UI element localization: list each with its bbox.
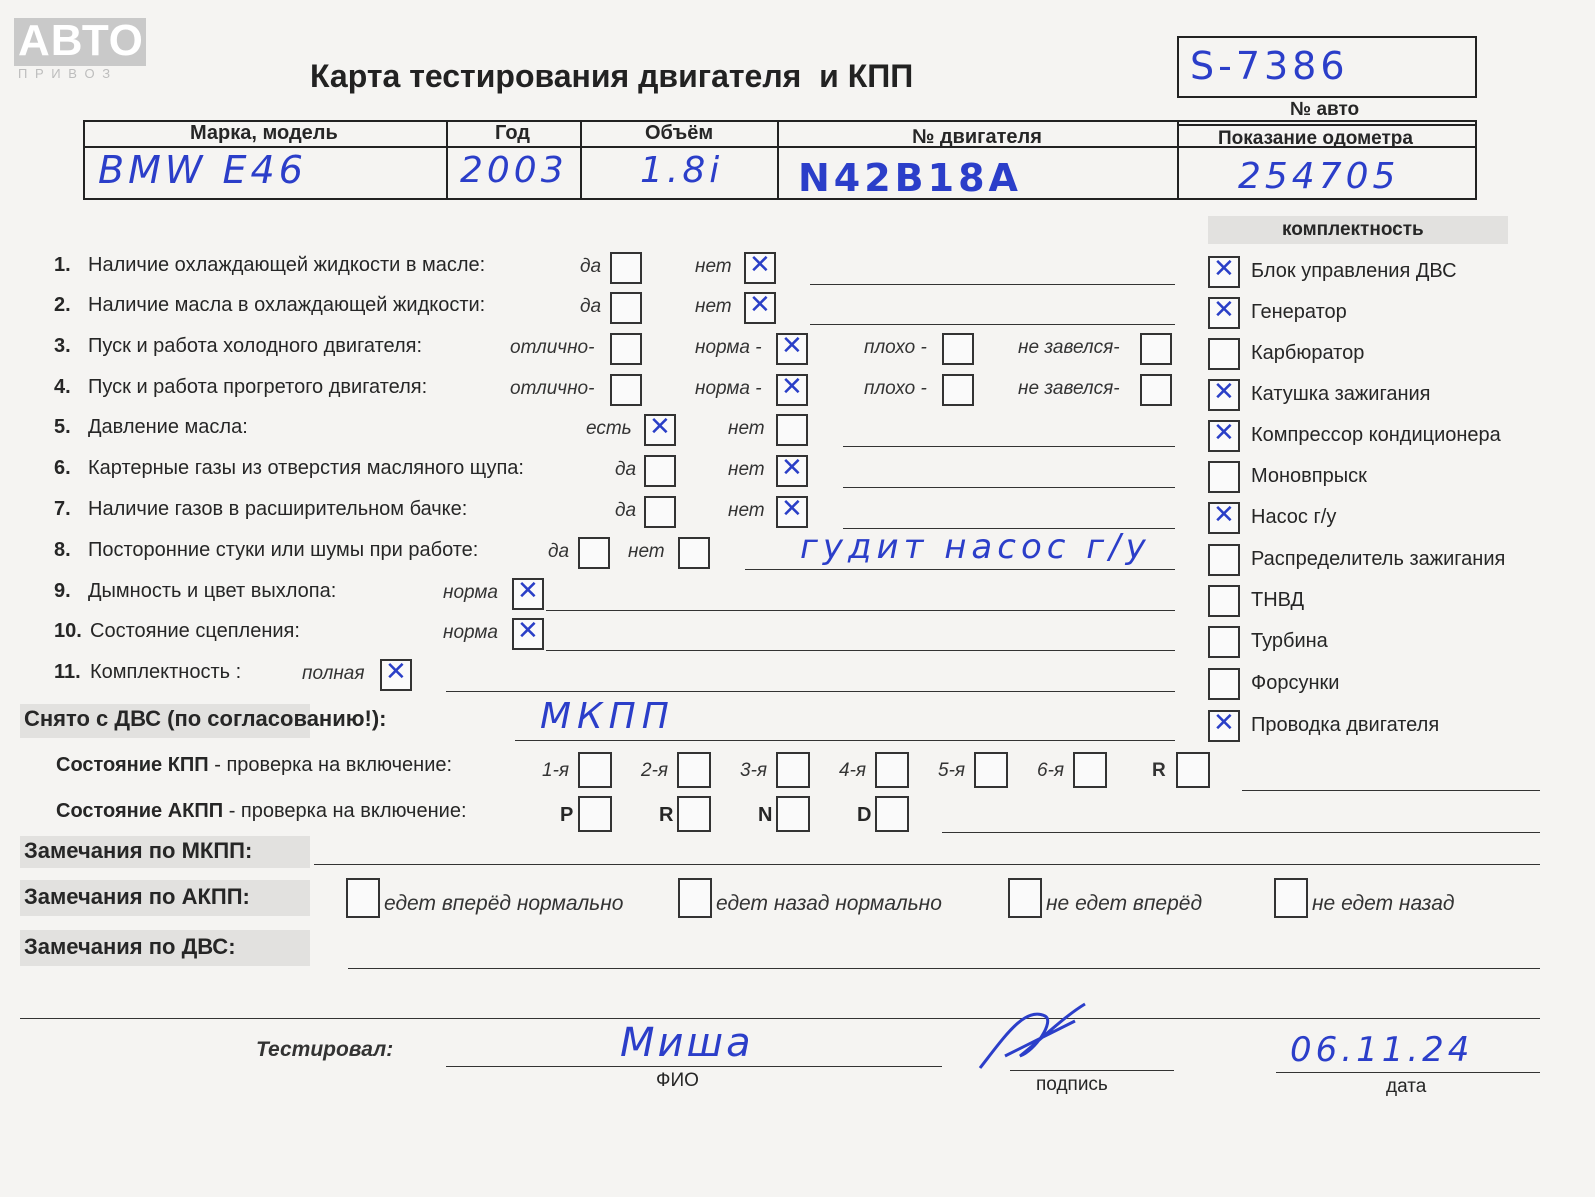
mode-checkbox[interactable]: [875, 796, 909, 832]
mode-label: P: [560, 804, 574, 826]
completeness-checkbox[interactable]: [1208, 420, 1240, 452]
completeness-checkbox[interactable]: [1208, 338, 1240, 370]
akpp-remark-label: едет вперёд нормально: [384, 892, 624, 915]
tested-label: Тестировал:: [256, 1038, 394, 1061]
option-checkbox[interactable]: [942, 333, 974, 365]
answer-line: [745, 569, 1175, 570]
option-label: нет: [728, 500, 765, 521]
item-text: Наличие охлаждающей жидкости в масле:: [88, 254, 486, 276]
option-checkbox[interactable]: [512, 618, 544, 650]
option-label: нет: [695, 256, 732, 277]
completeness-checkbox[interactable]: [1208, 544, 1240, 576]
year-value: 2003: [460, 150, 568, 191]
item-number: 5.: [54, 416, 71, 438]
gear-checkbox[interactable]: [677, 752, 711, 788]
completeness-item-label: Моновпрыск: [1251, 465, 1367, 487]
akpp-remark-checkbox[interactable]: [1274, 878, 1308, 918]
option-label: норма: [443, 622, 498, 643]
odometer-label: Показание одометра: [1218, 128, 1413, 149]
option-checkbox[interactable]: [776, 414, 808, 446]
gear-label: 3-я: [740, 760, 768, 781]
option-checkbox[interactable]: [942, 374, 974, 406]
gear-checkbox[interactable]: [1073, 752, 1107, 788]
option-label: да: [548, 541, 570, 562]
fio-label: ФИО: [656, 1070, 699, 1091]
engine-label: № двигателя: [912, 126, 1042, 148]
completeness-title: комплектность: [1282, 219, 1424, 240]
option-label: да: [615, 500, 637, 521]
option-label: не завелся-: [1018, 378, 1120, 399]
remarks-dvs-label: Замечания по ДВС:: [24, 934, 236, 959]
item-text: Наличие масла в охлаждающей жидкости:: [88, 294, 486, 316]
item-text: Давление масла:: [88, 416, 248, 438]
option-checkbox[interactable]: [744, 292, 776, 324]
item-number: 4.: [54, 376, 71, 398]
option-checkbox[interactable]: [1140, 333, 1172, 365]
option-label: норма -: [695, 337, 762, 358]
completeness-checkbox[interactable]: [1208, 710, 1240, 742]
signature-mark: [975, 996, 1095, 1076]
remarks-mkpp-label: Замечания по МКПП:: [24, 838, 253, 863]
item-text: Комплектность :: [90, 661, 242, 683]
option-label: есть: [586, 418, 632, 439]
mode-checkbox[interactable]: [578, 796, 612, 832]
akpp-label: Состояние АКПП - проверка на включение:: [56, 800, 467, 822]
completeness-item-label: Турбина: [1251, 630, 1328, 652]
akpp-remark-label: едет назад нормально: [716, 892, 942, 915]
option-checkbox[interactable]: [776, 333, 808, 365]
akpp-remark-label: не едет назад: [1312, 892, 1455, 915]
option-label: да: [580, 256, 602, 277]
gear-label: 4-я: [839, 760, 867, 781]
remarks-akpp-label: Замечания по АКПП:: [24, 884, 250, 909]
completeness-checkbox[interactable]: [1208, 626, 1240, 658]
volume-value: 1.8i: [640, 150, 724, 191]
option-label: не завелся-: [1018, 337, 1120, 358]
option-checkbox[interactable]: [578, 537, 610, 569]
odometer-value: 254705: [1238, 156, 1400, 197]
item-text: Состояние сцепления:: [90, 620, 300, 642]
completeness-item-label: Форсунки: [1251, 672, 1340, 694]
akpp-remark-checkbox[interactable]: [346, 878, 380, 918]
mode-label: D: [857, 804, 872, 826]
item-text: Пуск и работа холодного двигателя:: [88, 335, 423, 357]
answer-line: [810, 284, 1175, 285]
answer-line: [843, 446, 1175, 447]
date-label: дата: [1386, 1076, 1427, 1097]
logo-text: АВТО: [18, 16, 144, 65]
car-id-label: № авто: [1290, 99, 1360, 120]
option-checkbox[interactable]: [512, 578, 544, 610]
gear-checkbox[interactable]: [974, 752, 1008, 788]
option-checkbox[interactable]: [610, 292, 642, 324]
option-checkbox[interactable]: [610, 333, 642, 365]
item-note: гудит насос г/у: [800, 527, 1151, 567]
option-label: плохо -: [864, 337, 927, 358]
gear-label: 2-я: [641, 760, 669, 781]
option-checkbox[interactable]: [776, 496, 808, 528]
option-checkbox[interactable]: [380, 659, 412, 691]
car-id-value: S-7386: [1190, 44, 1349, 88]
akpp-remark-checkbox[interactable]: [1008, 878, 1042, 918]
option-checkbox[interactable]: [678, 537, 710, 569]
option-checkbox[interactable]: [610, 374, 642, 406]
option-label: плохо -: [864, 378, 927, 399]
mode-checkbox[interactable]: [677, 796, 711, 832]
option-label: норма -: [695, 378, 762, 399]
completeness-checkbox[interactable]: [1208, 256, 1240, 288]
mode-checkbox[interactable]: [776, 796, 810, 832]
completeness-item-label: Распределитель зажигания: [1251, 548, 1506, 570]
removed-label: Снято с ДВС (по согласованию!):: [24, 706, 387, 731]
answer-line: [810, 324, 1175, 325]
option-checkbox[interactable]: [644, 496, 676, 528]
answer-line: [446, 691, 1175, 692]
item-number: 10.: [54, 620, 82, 642]
akpp-remark-checkbox[interactable]: [678, 878, 712, 918]
year-label: Год: [495, 122, 530, 144]
option-checkbox[interactable]: [776, 455, 808, 487]
engine-value: N42B18A: [798, 156, 1022, 200]
akpp-remark-label: не едет вперёд: [1046, 892, 1203, 915]
page-title: Карта тестирования двигателя и КПП: [310, 58, 914, 94]
completeness-item-label: Проводка двигателя: [1251, 714, 1440, 736]
gear-checkbox[interactable]: [875, 752, 909, 788]
mode-label: N: [758, 804, 773, 826]
completeness-item-label: Карбюратор: [1251, 342, 1365, 364]
item-number: 6.: [54, 457, 71, 479]
item-number: 11.: [54, 661, 81, 683]
gear-checkbox[interactable]: [578, 752, 612, 788]
item-number: 3.: [54, 335, 71, 357]
signature-label: подпись: [1036, 1074, 1108, 1095]
completeness-item-label: Блок управления ДВС: [1251, 260, 1457, 282]
option-checkbox[interactable]: [610, 252, 642, 284]
gear-label: 1-я: [542, 760, 570, 781]
option-label: да: [580, 296, 602, 317]
item-text: Картерные газы из отверстия масляного щупа:: [88, 457, 524, 479]
date-value: 06.11.24: [1290, 1030, 1474, 1070]
option-label: да: [615, 459, 637, 480]
gear-label: 6-я: [1037, 760, 1065, 781]
completeness-checkbox[interactable]: [1208, 379, 1240, 411]
option-label: нет: [628, 541, 665, 562]
item-text: Дымность и цвет выхлопа:: [88, 580, 337, 602]
answer-line: [546, 610, 1175, 611]
item-text: Наличие газов в расширительном бачке:: [88, 498, 468, 520]
option-label: нет: [728, 459, 765, 480]
item-number: 7.: [54, 498, 71, 520]
item-text: Пуск и работа прогретого двигателя:: [88, 376, 428, 398]
option-label: отлично-: [510, 378, 595, 399]
completeness-item-label: ТНВД: [1251, 589, 1305, 611]
gear-checkbox[interactable]: [776, 752, 810, 788]
make-value: BMW E46: [98, 148, 307, 192]
gear-checkbox[interactable]: [1176, 752, 1210, 788]
option-label: нет: [695, 296, 732, 317]
completeness-item-label: Компрессор кондиционера: [1251, 424, 1501, 446]
mode-label: R: [659, 804, 674, 826]
completeness-checkbox[interactable]: [1208, 461, 1240, 493]
option-checkbox[interactable]: [744, 252, 776, 284]
option-checkbox[interactable]: [644, 414, 676, 446]
option-checkbox[interactable]: [644, 455, 676, 487]
logo-subtext: П Р И В О З: [18, 66, 113, 81]
option-label: норма: [443, 582, 498, 603]
option-checkbox[interactable]: [776, 374, 808, 406]
gear-label: R: [1152, 760, 1166, 781]
item-number: 9.: [54, 580, 71, 602]
answer-line: [546, 650, 1175, 651]
option-checkbox[interactable]: [1140, 374, 1172, 406]
tester-name: Миша: [620, 1020, 754, 1066]
completeness-item-label: Катушка зажигания: [1251, 383, 1431, 405]
item-number: 1.: [54, 254, 71, 276]
option-label: нет: [728, 418, 765, 439]
option-label: полная: [302, 663, 365, 684]
answer-line: [843, 487, 1175, 488]
option-label: отлично-: [510, 337, 595, 358]
kpp-label: Состояние КПП - проверка на включение:: [56, 754, 453, 776]
item-text: Посторонние стуки или шумы при работе:: [88, 539, 479, 561]
completeness-item-label: Насос г/у: [1251, 506, 1337, 528]
removed-value: МКПП: [540, 696, 675, 737]
completeness-checkbox[interactable]: [1208, 297, 1240, 329]
completeness-checkbox[interactable]: [1208, 502, 1240, 534]
completeness-checkbox[interactable]: [1208, 585, 1240, 617]
item-number: 8.: [54, 539, 71, 561]
completeness-checkbox[interactable]: [1208, 668, 1240, 700]
make-label: Марка, модель: [190, 122, 338, 144]
item-number: 2.: [54, 294, 71, 316]
completeness-item-label: Генератор: [1251, 301, 1347, 323]
volume-label: Объём: [645, 122, 714, 144]
gear-label: 5-я: [938, 760, 966, 781]
